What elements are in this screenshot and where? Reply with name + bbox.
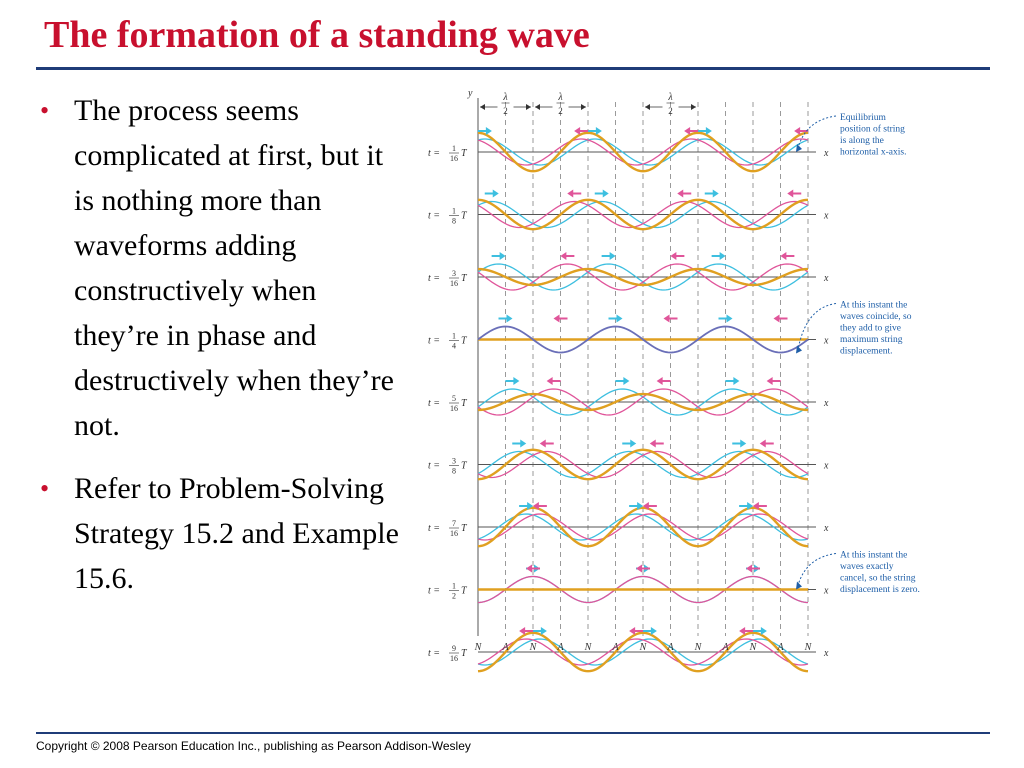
time-fraction-numerator: 1 bbox=[452, 206, 456, 216]
right-arrow-icon bbox=[595, 190, 609, 198]
time-fraction-denominator: 8 bbox=[452, 216, 456, 226]
time-fraction-numerator: 3 bbox=[452, 456, 456, 466]
time-label: T bbox=[461, 210, 467, 222]
bullet-dot-icon: • bbox=[40, 96, 50, 125]
left-arrow-icon bbox=[677, 190, 691, 198]
standing-wave-diagram bbox=[418, 84, 958, 684]
left-arrow-icon bbox=[670, 252, 684, 260]
time-fraction-denominator: 4 bbox=[452, 341, 456, 351]
wavelength-label: 2 bbox=[558, 106, 563, 116]
left-arrow-icon bbox=[657, 377, 671, 385]
antinode-label: A bbox=[777, 642, 784, 653]
time-label: T bbox=[461, 398, 467, 409]
time-fraction-denominator: 2 bbox=[452, 591, 456, 601]
time-label: t = bbox=[428, 210, 441, 222]
right-arrow-icon bbox=[725, 377, 739, 385]
wavelength-label: λ bbox=[503, 92, 508, 103]
annotation-text: waves coincide, so bbox=[840, 312, 912, 322]
time-label: t = bbox=[428, 148, 441, 159]
arrowhead-icon bbox=[581, 104, 586, 110]
time-fraction-numerator: 3 bbox=[452, 269, 456, 278]
time-fraction-denominator: 16 bbox=[450, 654, 458, 663]
left-arrow-icon bbox=[567, 190, 581, 198]
time-fraction-denominator: 16 bbox=[450, 279, 458, 288]
x-axis-label: x bbox=[824, 210, 829, 222]
annotation-text: is along the bbox=[840, 136, 884, 146]
annotation-text: Equilibrium bbox=[840, 113, 886, 123]
copyright-text: Copyright © 2008 Pearson Education Inc., publishing as Pearson Addison-Wesley bbox=[36, 739, 471, 753]
time-label: t = bbox=[428, 523, 441, 534]
bullet-text: The process seems complicated at first, but it is nothing more than waveforms adding constructively when they’re in phase and destructively when they’re not. bbox=[74, 94, 394, 442]
left-arrow-icon bbox=[540, 440, 554, 448]
time-label: t = bbox=[428, 398, 441, 409]
annotation-text: horizontal x-axis. bbox=[840, 147, 907, 158]
annotation-text: At this instant the bbox=[840, 550, 908, 561]
right-arrow-icon bbox=[505, 377, 519, 385]
antinode-label: A bbox=[557, 642, 564, 653]
annotation-text: maximum string bbox=[840, 335, 903, 345]
annotation-text: displacement. bbox=[840, 346, 893, 357]
node-label: N bbox=[474, 642, 482, 653]
left-arrow-icon bbox=[767, 377, 781, 385]
time-label: t = bbox=[428, 648, 441, 659]
wavelength-label: 2 bbox=[668, 106, 673, 116]
arrowhead-icon bbox=[480, 104, 485, 110]
arrowhead-icon bbox=[526, 104, 531, 110]
x-axis-label: x bbox=[824, 148, 829, 159]
annotation-text: cancel, so the string bbox=[840, 573, 916, 584]
y-axis-label: y bbox=[468, 88, 473, 99]
time-label: t = bbox=[428, 460, 441, 472]
antinode-label: A bbox=[722, 642, 729, 653]
time-fraction-numerator: 1 bbox=[452, 581, 456, 591]
arrowhead-icon bbox=[535, 104, 540, 110]
bullet-list bbox=[34, 88, 406, 619]
wavelength-label: 2 bbox=[503, 106, 508, 116]
x-axis-label: x bbox=[824, 398, 829, 409]
slide-title: The formation of a standing wave bbox=[44, 14, 590, 56]
left-arrow-icon bbox=[650, 440, 664, 448]
antinode-label: A bbox=[667, 642, 674, 653]
time-fraction-numerator: 7 bbox=[452, 519, 456, 528]
wavelength-label: λ bbox=[558, 92, 563, 103]
x-axis-label: x bbox=[824, 460, 829, 472]
right-arrow-icon bbox=[615, 377, 629, 385]
right-arrow-icon bbox=[492, 252, 506, 260]
right-arrow-icon bbox=[512, 440, 526, 448]
time-fraction-denominator: 8 bbox=[452, 466, 456, 476]
x-axis-label: x bbox=[824, 273, 829, 284]
node-label: N bbox=[804, 642, 812, 653]
x-axis-label: x bbox=[824, 335, 829, 347]
right-arrow-icon bbox=[712, 252, 726, 260]
node-label: N bbox=[694, 642, 702, 653]
time-label: t = bbox=[428, 585, 441, 597]
time-fraction-numerator: 1 bbox=[452, 144, 456, 153]
node-label: N bbox=[584, 642, 592, 653]
time-label: T bbox=[461, 148, 467, 159]
time-label: t = bbox=[428, 273, 441, 284]
annotation-arrow-icon bbox=[796, 144, 802, 152]
x-axis-label: x bbox=[824, 523, 829, 534]
footer-divider bbox=[36, 732, 990, 734]
right-arrow-icon bbox=[705, 190, 719, 198]
right-arrow-icon bbox=[622, 440, 636, 448]
time-fraction-numerator: 9 bbox=[452, 644, 456, 653]
node-label: N bbox=[639, 642, 647, 653]
annotation-leader-line bbox=[798, 554, 836, 586]
annotation-text: At this instant the bbox=[840, 300, 908, 311]
arrowhead-icon bbox=[645, 104, 650, 110]
annotation-text: position of string bbox=[840, 124, 905, 135]
antinode-label: A bbox=[502, 642, 509, 653]
node-label: N bbox=[749, 642, 757, 653]
time-fraction-denominator: 16 bbox=[450, 154, 458, 163]
time-fraction-numerator: 1 bbox=[452, 331, 456, 341]
time-label: t = bbox=[428, 335, 441, 347]
left-arrow-icon bbox=[547, 377, 561, 385]
right-arrow-icon bbox=[602, 252, 616, 260]
x-axis-label: x bbox=[824, 585, 829, 597]
bullet-item bbox=[34, 88, 406, 448]
annotation-text: waves exactly bbox=[840, 562, 894, 572]
antinode-label: A bbox=[612, 642, 619, 653]
bullet-text: Refer to Problem-Solving Strategy 15.2 and Example 15.6. bbox=[74, 472, 399, 595]
time-label: T bbox=[461, 648, 467, 659]
right-arrow-icon bbox=[732, 440, 746, 448]
time-fraction-numerator: 5 bbox=[452, 394, 456, 403]
time-fraction-denominator: 16 bbox=[450, 529, 458, 538]
bullet-item bbox=[34, 466, 406, 601]
x-axis-label: x bbox=[824, 648, 829, 659]
annotation-text: they add to give bbox=[840, 323, 901, 334]
left-arrow-icon bbox=[560, 252, 574, 260]
right-arrow-icon bbox=[485, 190, 499, 198]
time-fraction-denominator: 16 bbox=[450, 404, 458, 413]
node-label: N bbox=[529, 642, 537, 653]
wavelength-label: λ bbox=[668, 92, 673, 103]
annotation-text: displacement is zero. bbox=[840, 585, 920, 595]
time-label: T bbox=[461, 335, 467, 347]
left-arrow-icon bbox=[760, 440, 774, 448]
time-label: T bbox=[461, 273, 467, 284]
time-label: T bbox=[461, 585, 467, 597]
bullet-dot-icon: • bbox=[40, 474, 50, 503]
left-arrow-icon bbox=[787, 190, 801, 198]
title-divider bbox=[36, 67, 990, 70]
arrowhead-icon bbox=[691, 104, 696, 110]
left-arrow-icon bbox=[780, 252, 794, 260]
time-label: T bbox=[461, 460, 467, 472]
time-label: T bbox=[461, 523, 467, 534]
